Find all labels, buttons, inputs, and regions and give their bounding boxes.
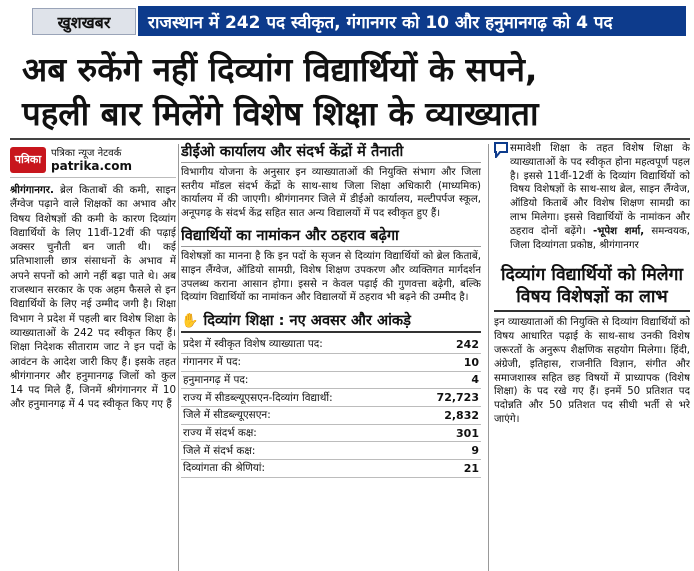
row-label: प्रदेश में स्वीकृत विशेष व्याख्याता पद: [181,336,411,354]
news-network: पत्रिका न्यूज नेटवर्क [51,147,122,159]
stats-table-title [181,311,481,333]
stats-table-title-text: दिव्यांग शिक्षा : नए अवसर और आंकड़े [203,311,411,329]
byline-text [51,147,132,173]
row-value: 72,723 [411,389,481,407]
right-column [494,142,690,571]
subheading-enrollment: विद्यार्थियों का नामांकन और ठहराव बढ़ेगा [181,226,481,247]
subheading-deo: डीईओ कार्यालय और संदर्भ केंद्रों में तैनाती [181,142,481,163]
column-divider-1 [178,144,179,571]
table-row [181,407,481,425]
table-row [181,389,481,407]
lead-text: ब्रेल किताबों की कमी, साइन लैंग्वेज पढ़ाने वाले शिक्षकों का अभाव और विषय विशेषज्ञों की कमी के कारण दिव्यांग विद्यार्थियों के लिए 11वीं-12वीं की पढ़ाई अक्सर चुनौती बन जाती थी। कई प्रतिभाशाली छात्र संसाधनों के अभाव में अपने सपनों को आगे नहीं बढ़ा पाते थे। अब राजस्थान सरकार के एक अहम फैसले से इन विद्यार्थियों के लिए नई उम्मीद जगी है। शिक्षा विभाग ने प्रदेश में पहली बार विशेष शिक्षा के व्याख्याताओं के 242 पद स्वीकृत किए हैं। शिक्षा निदेशक सीताराम जाट ने इन पदों के आवंटन के आदेश जारी किए हैं। इसके तहत श्रीगंगानगर और हनुमानगढ़ जिलों को कुल 14 पद मिले हैं, जिनमें श्रीगंगानगर में 10 और हनुमानगढ़ में 4 पद स्वीकृत किए गए हैं [10,184,176,411]
quote-attribution: -भूपेश शर्मा, [592,225,645,237]
quote-icon [494,142,510,160]
middle-column [181,142,481,571]
quote-role: समन्वयक, जिला दिव्यांगता प्रकोष्ठ, श्रीगंगानगर [510,225,690,251]
paragraph-enrollment: विशेषज्ञों का मानना है कि इन पदों के सृजन से दिव्यांग विद्यार्थियों को ब्रेल किताबें, साइन लैंग्वेज, ऑडियो सामग्री, विशेष शिक्षण उपकरण और व्यक्तिगत मार्गदर्शन उपलब्ध कराना आसान होगा। इससे न केवल पढ़ाई की गुणवत्ता बढ़ेगी, बल्कि दिव्यांग विद्यार्थियों का नामांकन और विद्यालयों में ठहराव भी बढ़ने की उम्मीद है। [181,251,481,304]
table-row [181,442,481,460]
row-value: 21 [411,460,481,478]
site-url: patrika.com [51,158,132,173]
paragraph-deployment: विभागीय योजना के अनुसार इन व्याख्याताओं की नियुक्ति संभाग और जिला स्तरीय मॉडल संदर्भ केंद्रों के साथ-साथ जिला शिक्षा अधिकारी (माध्यमिक) कार्यालय में की जाएगी। श्रीगंगानगर जिले में डीईओ कार्यालय, मल्टीपर्पज स्कूल, अनूपगढ़ के संदर्भ केंद्र सहित सात अन्य विद्यालयों में पद स्वीकृत हुए हैं। [181,167,481,219]
top-bar [0,0,694,40]
headline-divider [10,138,690,140]
dateline: श्रीगंगानगर. [10,184,54,196]
quote-text: समावेशी शिक्षा के तहत विशेष शिक्षा के व्याख्याताओं के पद स्वीकृत होना महत्वपूर्ण पहल है। इससे 11वीं-12वीं के दिव्यांग विद्यार्थियों को विषय विशेषज्ञों के साथ-साथ ब्रेल, साइन लैंग्वेज, ऑडियो किताबें और विशेष शिक्षण सामग्री का लाभ मिलेगा। इससे विद्यार्थियों के नामांकन और ठहराव दोनों बढ़ेंगे। [510,143,690,237]
lead-paragraph [10,183,176,412]
row-value: 9 [411,442,481,460]
row-label: राज्य में संदर्भ कक्ष: [181,424,411,442]
row-label: हनुमानगढ़ में पद: [181,371,411,389]
summary-ribbon: राजस्थान में 242 पद स्वीकृत, गंगानगर को 10 और हनुमानगढ़ को 4 पद [138,6,686,36]
byline [10,142,176,178]
row-value: 301 [411,424,481,442]
headline-line-1: अब रुकेंगे नहीं दिव्यांग विद्यार्थियों के सपने, [22,50,538,89]
table-row [181,460,481,478]
table-row [181,424,481,442]
table-row [181,353,481,371]
table-row [181,371,481,389]
subheading-subject-experts: दिव्यांग विद्यार्थियों को मिलेगा विषय विशेषज्ञों का लाभ [500,265,684,308]
row-value: 4 [411,371,481,389]
column-divider-2 [488,144,489,571]
row-label: जिले में संदर्भ कक्ष: [181,442,411,460]
left-column [10,142,176,571]
paragraph-subjects: इन व्याख्याताओं की नियुक्ति से दिव्यांग विद्यार्थियों को विषय आधारित पढ़ाई के साथ-साथ उनकी विशेष जरूरतों के अनुरूप शैक्षणिक सहयोग मिलेगा। हिंदी, अंग्रेजी, इतिहास, राजनीति विज्ञान, संगीत और समाजशास्त्र सहित छह विषयों में प्राध्यापक (विशेष शिक्षा) के पद रखे गए हैं। इनमें 50 प्रतिशत पद पदोन्नति और 50 प्रतिशत पद सीधी भर्ती से भरे जाएंगे। [494,317,690,425]
row-label: जिले में सीडब्ल्यूएसएन: [181,407,411,425]
expert-quote [510,142,690,252]
row-value: 242 [411,336,481,354]
headline-line-2: पहली बार मिलेंगे विशेष शिक्षा के व्याख्याता [22,94,539,133]
quote-box [494,142,690,252]
row-label: दिव्यांगता की श्रेणियां: [181,460,411,478]
stats-table [181,336,481,478]
row-label: गंगानगर में पद: [181,353,411,371]
hand-icon: ✋ [181,312,199,329]
patrika-logo: पत्रिका [10,147,46,173]
row-value: 10 [411,353,481,371]
row-label: राज्य में सीडब्ल्यूएसएन-दिव्यांग विद्यार्थी: [181,389,411,407]
subheading-rule [494,310,690,312]
row-value: 2,832 [411,407,481,425]
section-tag: खुशखबर [32,8,136,35]
table-row [181,336,481,354]
